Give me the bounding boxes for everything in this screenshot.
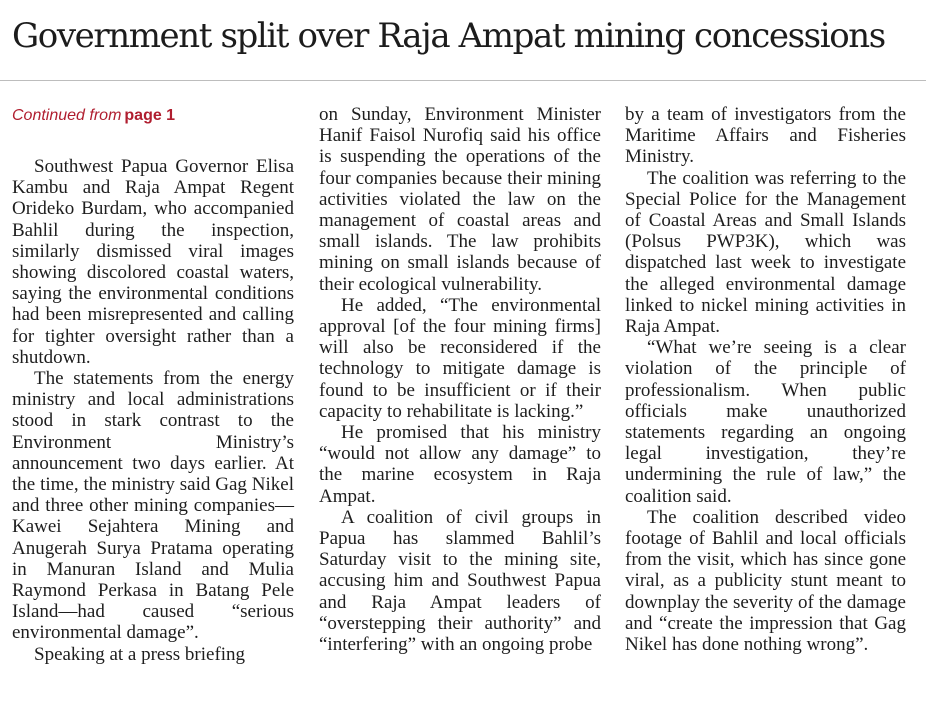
column-3 <box>625 104 906 655</box>
paragraph: He added, “The environmental approval [of the four mining firms] will also be reconsidered if the technology to mitigate damage is found to be insufficient or if their capacity to rehabilitate is lacking.” <box>319 294 601 422</box>
continued-page-link[interactable]: page 1 <box>124 107 176 124</box>
continued-from <box>12 106 294 126</box>
paragraph: The coalition was referring to the Special Police for the Management of Coastal Areas and Small Islands (Polsus PWP3K), which was dispatched last week to investigate the alleged environmental damage linked to nickel mining activities in Raja Ampat. <box>625 167 906 338</box>
paragraph: A coalition of civil groups in Papua has slammed Bahlil’s Saturday visit to the mining site, accusing him and Southwest Papua and Raja Ampat leaders of “overstepping their authority” and “interfering” with an ongoing probe <box>319 506 601 656</box>
paragraph: by a team of investigators from the Maritime Affairs and Fisheries Ministry. <box>625 104 906 168</box>
headline: Government split over Raja Ampat mining concessions <box>12 16 885 56</box>
paragraph: Speaking at a press briefing <box>34 643 246 665</box>
column-2 <box>319 104 601 655</box>
continued-label: Continued from <box>12 107 122 124</box>
headline-rule <box>0 80 926 81</box>
paragraph: He promised that his ministry “would not allow any damage” to the marine ecosystem in Raja Ampat. <box>319 422 601 507</box>
paragraph: The statements from the energy ministry and local administrations stood in stark contrast to the Environment Ministry’s announcement two days earlier. At the time, the ministry said Gag Nikel and three other mining companies—Kawei Sejahtera Mining and Anugerah Surya Pratama operating in Manuran Island and Mulia Raymond Perkasa in Batang Pele Island—had caused “serious environmental damage”. <box>12 368 294 644</box>
paragraph: The coalition described video footage of Bahlil and local officials from the visit, which has since gone viral, as a publicity stunt meant to downplay the severity of the damage and “create the impression that Gag Nikel has done nothing wrong”. <box>625 506 906 656</box>
column-1 <box>12 104 294 665</box>
paragraph: “What we’re seeing is a clear violation of the principle of professionalism. When public officials make unauthorized statements regarding an ongoing legal investigation, they’re undermining the rule of law,” the coalition said. <box>625 337 906 507</box>
paragraph: Southwest Papua Governor Elisa Kambu and Raja Ampat Regent Orideko Burdam, who accompanied Bahlil during the inspection, similarly dismissed viral images showing discolored coastal waters, saying the environmental conditions had been misrepresented and calling for tighter oversight rather than a shutdown. <box>12 156 294 368</box>
paragraph: on Sunday, Environment Minister Hanif Faisol Nurofiq said his office is suspending the operations of the four companies because their mining activities violated the law on the management of coastal areas and small islands. The law prohibits mining on small islands because of their ecological vulnerability. <box>319 104 601 295</box>
